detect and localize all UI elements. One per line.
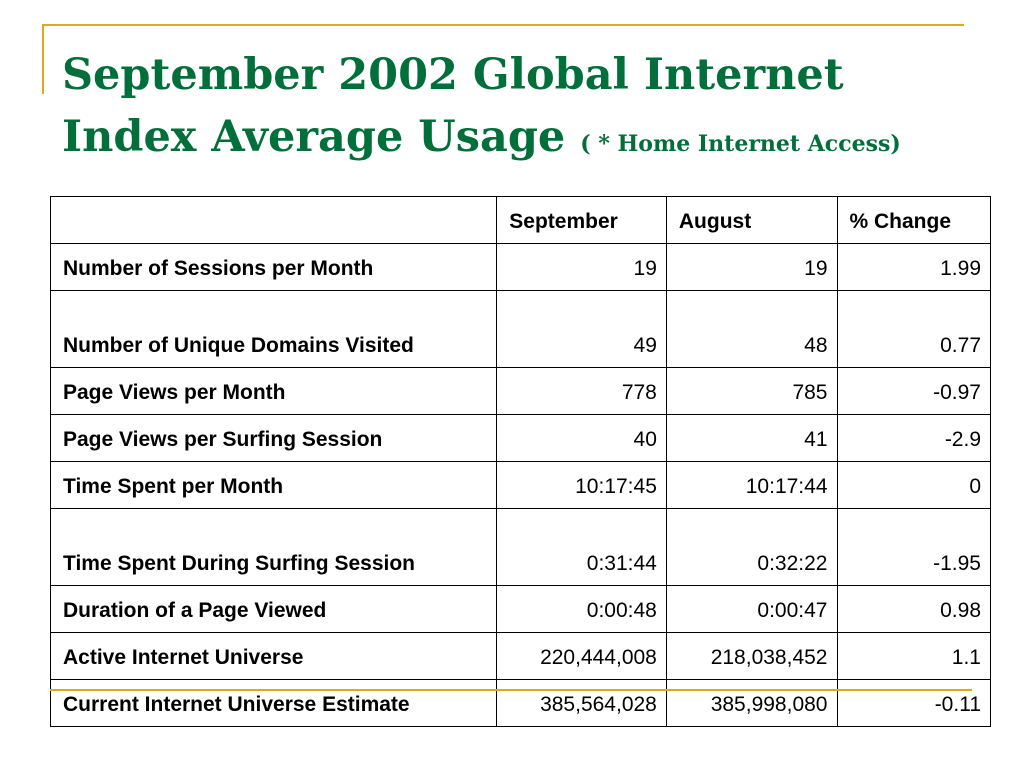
cell-august: 0:32:22 bbox=[666, 509, 837, 586]
cell-september: 778 bbox=[497, 368, 667, 415]
table-row bbox=[51, 368, 991, 415]
cell-change: -0.11 bbox=[837, 680, 991, 727]
row-label: Active Internet Universe bbox=[51, 633, 497, 680]
cell-september: 19 bbox=[497, 244, 667, 291]
left-accent-rule bbox=[42, 24, 44, 94]
cell-change: 1.99 bbox=[837, 244, 991, 291]
row-label bbox=[51, 509, 497, 586]
cell-september: 385,564,028 bbox=[497, 680, 667, 727]
row-label: Page Views per Month bbox=[51, 368, 497, 415]
table-row bbox=[51, 415, 991, 462]
slide-title bbox=[62, 44, 982, 175]
cell-september: 49 bbox=[497, 291, 667, 368]
cell-august: 10:17:44 bbox=[666, 462, 837, 509]
cell-change: -2.9 bbox=[837, 415, 991, 462]
row-label-text: Time Spent During Surfing Session bbox=[63, 552, 415, 575]
cell-change: 0.77 bbox=[837, 291, 991, 368]
cell-september: 0:31:44 bbox=[497, 509, 667, 586]
cell-august: 41 bbox=[666, 415, 837, 462]
cell-change: -1.95 bbox=[837, 509, 991, 586]
row-label: Current Internet Universe Estimate bbox=[51, 680, 497, 727]
row-label-text: Number of Unique Domains Visited bbox=[63, 334, 414, 357]
table-row bbox=[51, 244, 991, 291]
cell-august: 785 bbox=[666, 368, 837, 415]
table-row bbox=[51, 586, 991, 633]
cell-change: 0 bbox=[837, 462, 991, 509]
top-accent-rule bbox=[42, 24, 964, 26]
row-label: Duration of a Page Viewed bbox=[51, 586, 497, 633]
cell-august: 48 bbox=[666, 291, 837, 368]
title-line-1: September 2002 Global Internet bbox=[62, 50, 844, 100]
cell-september: 40 bbox=[497, 415, 667, 462]
title-subtitle: ( * Home Internet Access) bbox=[580, 131, 901, 157]
table-row bbox=[51, 633, 991, 680]
header-august: August bbox=[666, 197, 837, 244]
cell-change: 0.98 bbox=[837, 586, 991, 633]
table-header-row bbox=[51, 197, 991, 244]
header-september: September bbox=[497, 197, 667, 244]
header-blank bbox=[51, 197, 497, 244]
cell-august: 0:00:47 bbox=[666, 586, 837, 633]
row-label bbox=[51, 291, 497, 368]
row-label: Number of Sessions per Month bbox=[51, 244, 497, 291]
row-label: Time Spent per Month bbox=[51, 462, 497, 509]
cell-august: 19 bbox=[666, 244, 837, 291]
cell-august: 385,998,080 bbox=[666, 680, 837, 727]
cell-september: 0:00:48 bbox=[497, 586, 667, 633]
row-label: Page Views per Surfing Session bbox=[51, 415, 497, 462]
cell-change: 1.1 bbox=[837, 633, 991, 680]
bottom-accent-rule bbox=[50, 689, 972, 691]
table-row bbox=[51, 462, 991, 509]
cell-september: 10:17:45 bbox=[497, 462, 667, 509]
table-row bbox=[51, 509, 991, 586]
cell-august: 218,038,452 bbox=[666, 633, 837, 680]
cell-september: 220,444,008 bbox=[497, 633, 667, 680]
table-row bbox=[51, 680, 991, 727]
usage-table bbox=[50, 196, 991, 727]
title-line-2: Index Average Usage bbox=[62, 112, 566, 162]
cell-change: -0.97 bbox=[837, 368, 991, 415]
header-percent-change: % Change bbox=[837, 197, 991, 244]
table-row bbox=[51, 291, 991, 368]
